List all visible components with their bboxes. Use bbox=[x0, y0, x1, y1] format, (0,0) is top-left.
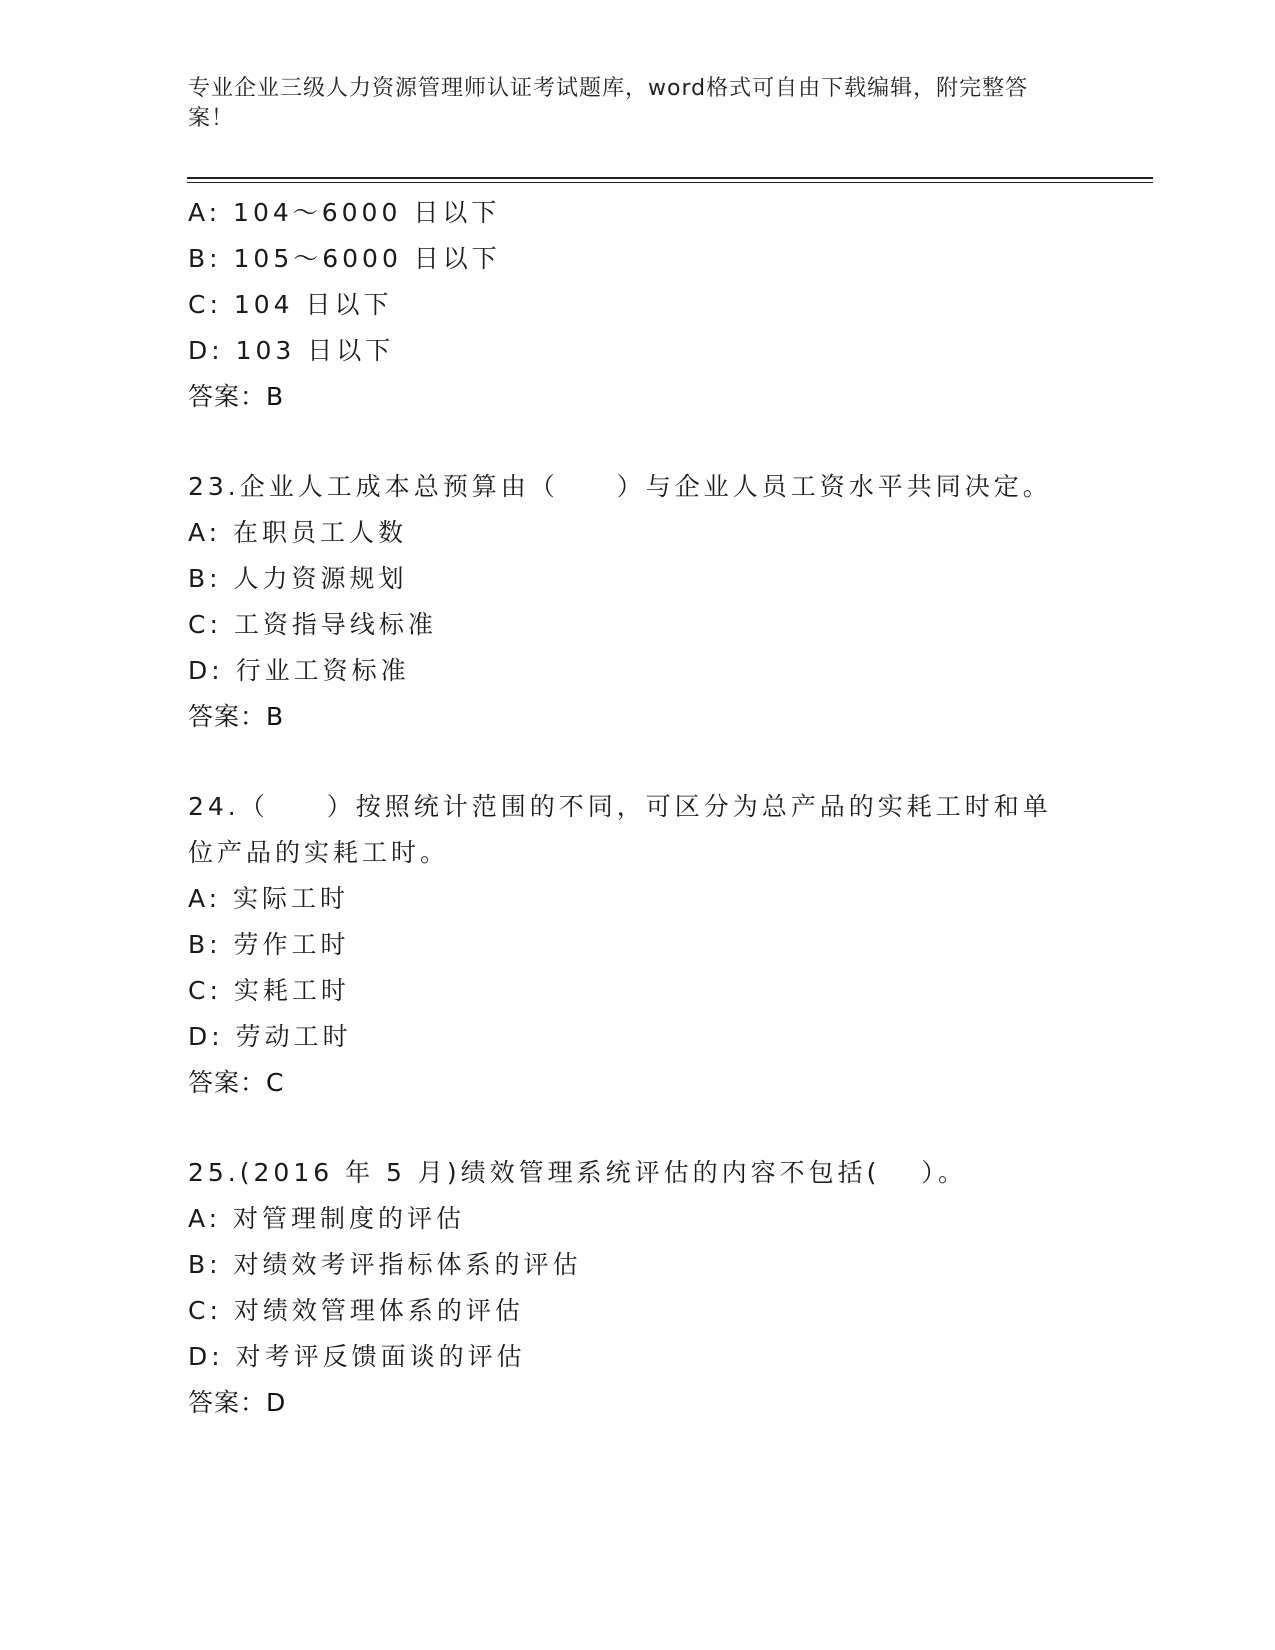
option-c: C: 对绩效管理体系的评估 bbox=[188, 1296, 524, 1325]
question-stem: 25.(2016 年 5 月)绩效管理系统评估的内容不包括( ）。 bbox=[188, 1158, 967, 1187]
option-d: D: 行业工资标准 bbox=[188, 656, 410, 685]
option-b: B: 对绩效考评指标体系的评估 bbox=[188, 1250, 582, 1279]
option-b: B: 105～6000 日以下 bbox=[188, 244, 501, 273]
option-c: C: 104 日以下 bbox=[188, 290, 393, 319]
answer-label: 答案：B bbox=[188, 702, 285, 731]
question-24 bbox=[188, 784, 1088, 1106]
header-rule-thin bbox=[187, 182, 1153, 183]
question-23 bbox=[188, 464, 1088, 740]
option-a: A: 104～6000 日以下 bbox=[188, 198, 501, 227]
spacer bbox=[188, 1106, 1088, 1150]
question-list bbox=[188, 190, 1088, 1426]
option-b: B: 劳作工时 bbox=[188, 930, 350, 959]
option-a: A: 在职员工人数 bbox=[188, 518, 408, 547]
option-a: A: 实际工时 bbox=[188, 884, 350, 913]
option-a: A: 对管理制度的评估 bbox=[188, 1204, 466, 1233]
question-stem: 24.（ ）按照统计范围的不同，可区分为总产品的实耗工时和单位产品的实耗工时。 bbox=[188, 792, 1052, 867]
answer-label: 答案：D bbox=[188, 1388, 287, 1417]
option-d: D: 103 日以下 bbox=[188, 336, 395, 365]
option-d: D: 劳动工时 bbox=[188, 1022, 352, 1051]
answer-label: 答案：C bbox=[188, 1068, 285, 1097]
option-c: C: 工资指导线标准 bbox=[188, 610, 437, 639]
spacer bbox=[188, 740, 1088, 784]
document-header bbox=[188, 74, 1068, 134]
option-c: C: 实耗工时 bbox=[188, 976, 350, 1005]
question-25 bbox=[188, 1150, 1088, 1426]
header-title: 专业企业三级人力资源管理师认证考试题库，word格式可自由下载编辑，附完整答案！ bbox=[188, 76, 1029, 131]
header-rule-thick bbox=[187, 177, 1153, 179]
option-b: B: 人力资源规划 bbox=[188, 564, 408, 593]
spacer bbox=[188, 420, 1088, 464]
question-stem: 23.企业人工成本总预算由（ ）与企业人员工资水平共同决定。 bbox=[188, 472, 1052, 501]
answer-label: 答案：B bbox=[188, 382, 285, 411]
question-22-continued bbox=[188, 190, 1088, 420]
option-d: D: 对考评反馈面谈的评估 bbox=[188, 1342, 526, 1371]
